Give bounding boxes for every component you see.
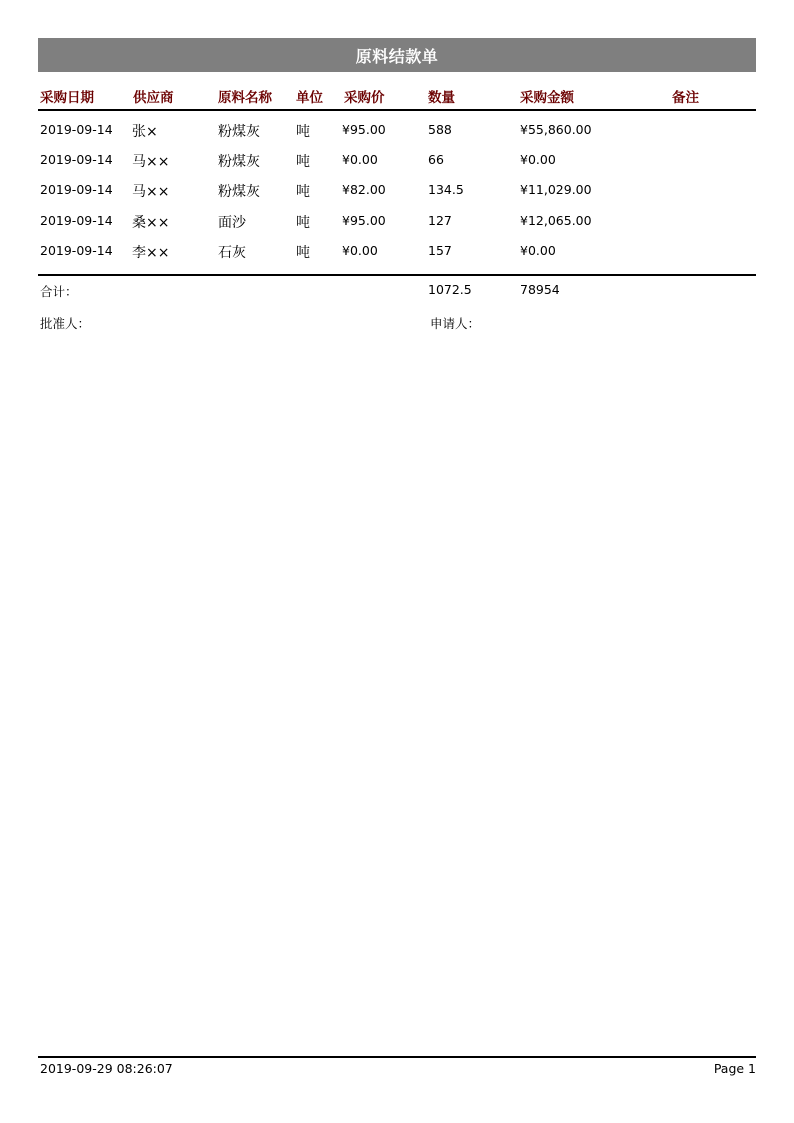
applicant-label: 申请人： xyxy=(430,316,481,331)
totals-row xyxy=(38,282,756,302)
cell-price: ¥95.00 xyxy=(342,122,386,137)
cell-material: 面沙 xyxy=(218,215,246,231)
cell-quantity: 127 xyxy=(428,213,452,228)
cell-amount: ¥11,029.00 xyxy=(520,182,592,197)
cell-unit: 吨 xyxy=(296,215,310,231)
cell-date: 2019-09-14 xyxy=(40,243,113,258)
cell-material: 粉煤灰 xyxy=(218,154,260,170)
totals-divider xyxy=(38,274,756,276)
table-row xyxy=(38,152,756,172)
column-header-remark: 备注 xyxy=(672,90,699,106)
signature-row xyxy=(38,314,756,334)
cell-date: 2019-09-14 xyxy=(40,182,113,197)
column-header-price: 采购价 xyxy=(344,90,385,106)
cell-amount: ¥55,860.00 xyxy=(520,122,592,137)
totals-label: 合计： xyxy=(40,284,78,299)
cell-quantity: 157 xyxy=(428,243,452,258)
cell-date: 2019-09-14 xyxy=(40,213,113,228)
table-row xyxy=(38,182,756,202)
column-header-unit: 单位 xyxy=(296,90,323,106)
cell-material: 石灰 xyxy=(218,245,246,261)
cell-unit: 吨 xyxy=(296,124,310,140)
cell-price: ¥0.00 xyxy=(342,243,378,258)
cell-unit: 吨 xyxy=(296,184,310,200)
cell-unit: 吨 xyxy=(296,154,310,170)
totals-amount: 78954 xyxy=(520,282,560,297)
page-number: Page 1 xyxy=(713,1061,756,1076)
cell-material: 粉煤灰 xyxy=(218,124,260,140)
cell-amount: ¥0.00 xyxy=(520,152,556,167)
cell-quantity: 134.5 xyxy=(428,182,464,197)
cell-price: ¥95.00 xyxy=(342,213,386,228)
cell-supplier: 张× xyxy=(132,124,158,140)
table-row xyxy=(38,213,756,233)
cell-material: 粉煤灰 xyxy=(218,184,260,200)
cell-amount: ¥12,065.00 xyxy=(520,213,592,228)
cell-unit: 吨 xyxy=(296,245,310,261)
approver-label: 批准人： xyxy=(40,316,91,331)
print-timestamp: 2019-09-29 08:26:07 xyxy=(40,1061,173,1076)
column-header-date: 采购日期 xyxy=(40,90,94,106)
cell-price: ¥0.00 xyxy=(342,152,378,167)
table-row xyxy=(38,243,756,263)
table-header xyxy=(38,86,756,106)
cell-quantity: 66 xyxy=(428,152,444,167)
cell-date: 2019-09-14 xyxy=(40,152,113,167)
cell-date: 2019-09-14 xyxy=(40,122,113,137)
column-header-supplier: 供应商 xyxy=(133,90,174,106)
report-title-bar xyxy=(38,38,756,72)
column-header-quantity: 数量 xyxy=(428,90,455,106)
cell-price: ¥82.00 xyxy=(342,182,386,197)
cell-quantity: 588 xyxy=(428,122,452,137)
footer-divider xyxy=(38,1056,756,1058)
cell-supplier: 马×× xyxy=(132,184,170,200)
column-header-material: 原料名称 xyxy=(218,90,272,106)
report-title: 原料结款单 xyxy=(355,46,439,66)
table-row xyxy=(38,122,756,142)
cell-supplier: 马×× xyxy=(132,154,170,170)
header-divider xyxy=(38,109,756,111)
cell-amount: ¥0.00 xyxy=(520,243,556,258)
cell-supplier: 桑×× xyxy=(132,215,170,231)
cell-supplier: 李×× xyxy=(132,245,170,261)
totals-quantity: 1072.5 xyxy=(428,282,472,297)
column-header-amount: 采购金额 xyxy=(520,90,574,106)
